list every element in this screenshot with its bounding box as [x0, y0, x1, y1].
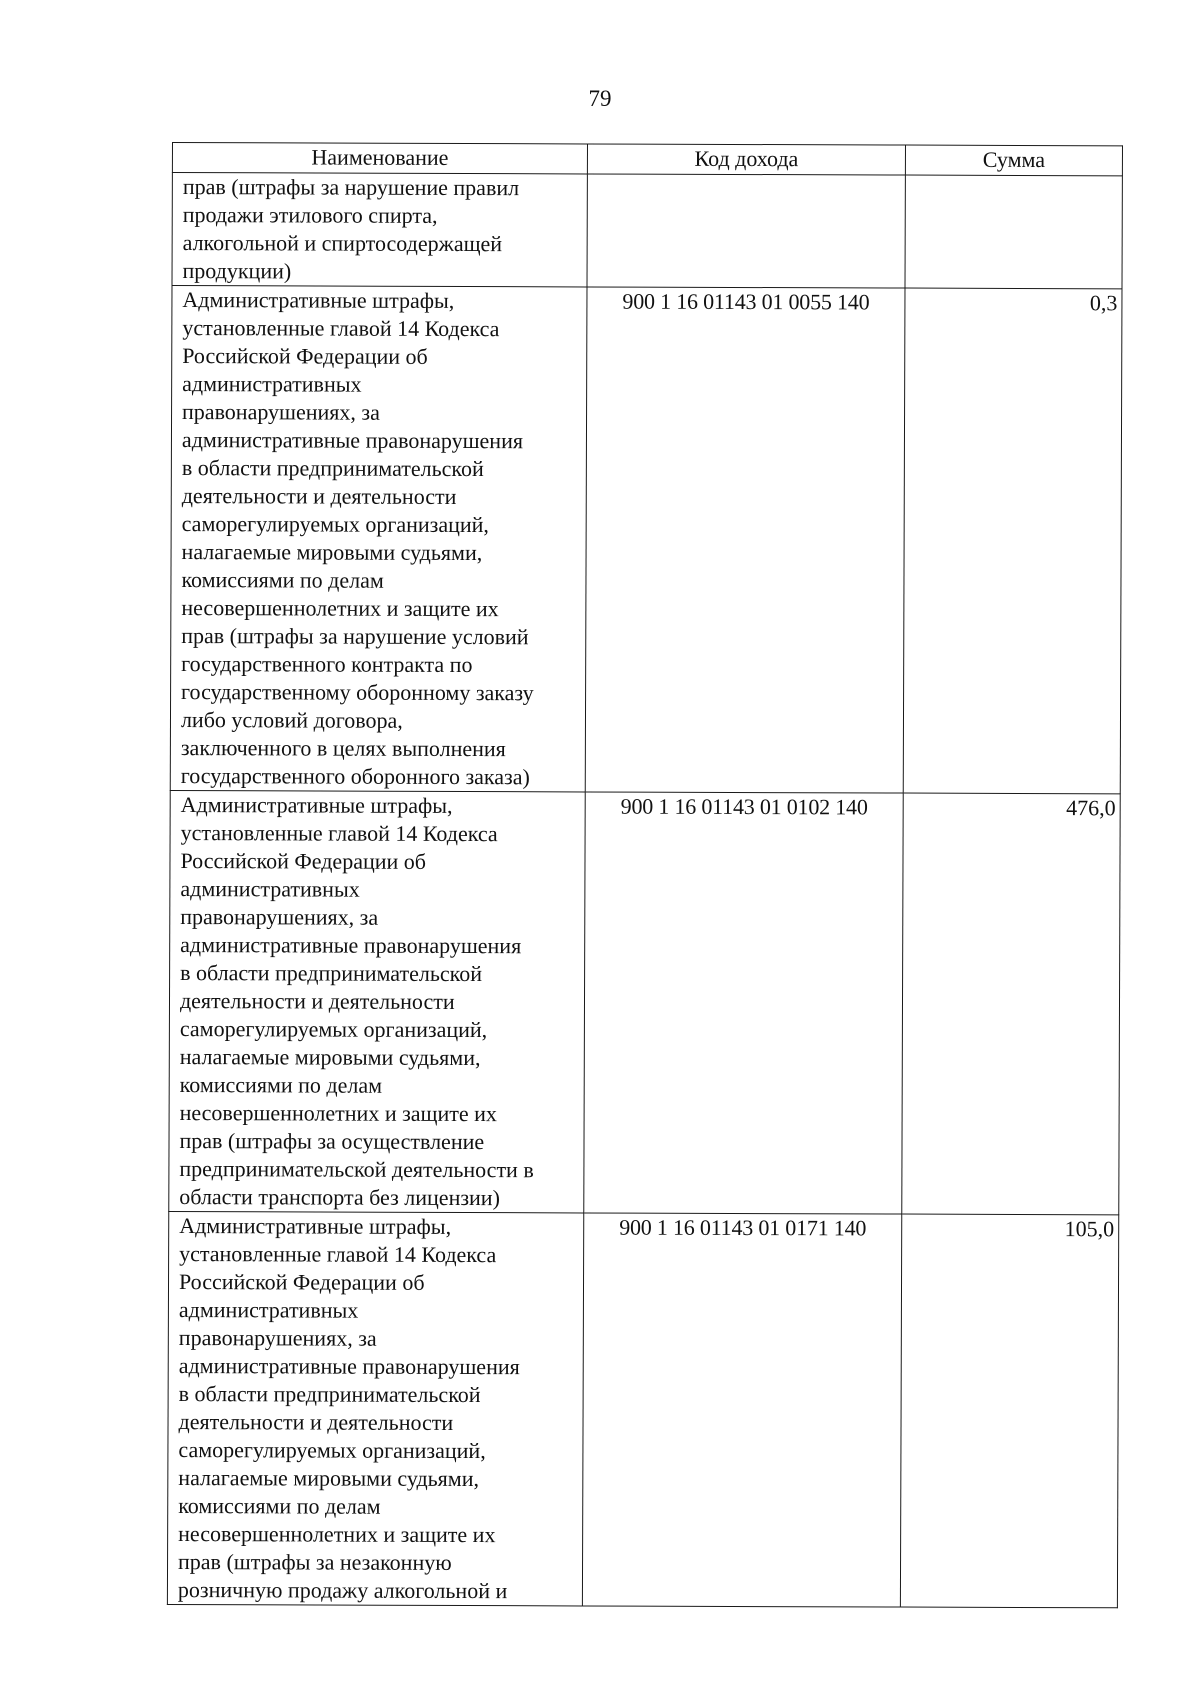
- name-line: правонарушениях, за: [178, 1325, 377, 1351]
- name-line: в области предпринимательской: [178, 1381, 481, 1408]
- cell-name: [169, 790, 585, 1212]
- name-line: налагаемые мировыми судьями,: [178, 1465, 480, 1492]
- name-line: административные правонарушения: [178, 1353, 520, 1380]
- name-line: государственного контракта по: [181, 651, 473, 678]
- cell-amount: 476,0: [902, 793, 1120, 1215]
- name-line: налагаемые мировыми судьями,: [181, 539, 483, 566]
- name-line: саморегулируемых организаций,: [179, 1016, 488, 1043]
- page-number: 79: [588, 86, 612, 111]
- name-line: прав (штрафы за нарушение правил: [182, 174, 520, 201]
- name-line: Российской Федерации об: [180, 848, 427, 874]
- name-line: прав (штрафы за нарушение условий: [181, 623, 529, 650]
- name-line: Российской Федерации об: [182, 343, 428, 369]
- revenue-table-container: [167, 142, 1122, 1608]
- table-body: [167, 173, 1122, 1608]
- cell-name: [170, 286, 587, 792]
- name-line: установленные главой 14 Кодекса: [182, 315, 500, 342]
- name-line: Российской Федерации об: [178, 1269, 425, 1295]
- cell-revenue-code: [587, 174, 905, 288]
- name-line: установленные главой 14 Кодекса: [179, 1241, 497, 1268]
- cell-revenue-code: 900 1 16 01143 01 0102 140: [584, 792, 903, 1214]
- name-line: деятельности и деятельности: [181, 483, 457, 509]
- name-line: административные правонарушения: [180, 932, 522, 959]
- name-line: установленные главой 14 Кодекса: [180, 820, 498, 847]
- table-row: [170, 286, 1122, 794]
- name-line: в области предпринимательской: [181, 455, 484, 482]
- table-header-row: [172, 143, 1122, 176]
- cell-amount: 105,0: [900, 1214, 1118, 1608]
- name-line: государственного оборонного заказа): [180, 763, 530, 790]
- name-line: административных: [182, 371, 362, 397]
- name-line: продукции): [182, 258, 292, 284]
- name-line: несовершеннолетних и защите их: [179, 1100, 497, 1127]
- name-line: налагаемые мировыми судьями,: [179, 1044, 481, 1071]
- name-line: правонарушениях, за: [182, 399, 380, 425]
- revenue-table: [167, 142, 1123, 1608]
- name-line: заключенного в целях выполнения: [180, 735, 506, 762]
- cell-revenue-code: 900 1 16 01143 01 0171 140: [582, 1213, 901, 1607]
- cell-name: [167, 1211, 583, 1605]
- name-line: Административные штрафы,: [182, 287, 455, 313]
- name-line: алкогольной и спиртосодержащей: [182, 230, 503, 257]
- cell-revenue-code: 900 1 16 01143 01 0055 140: [585, 287, 905, 793]
- column-header-name: Наименование: [172, 143, 587, 174]
- name-line: области транспорта без лицензии): [179, 1184, 500, 1211]
- table-row: [169, 790, 1120, 1214]
- cell-amount: [905, 175, 1122, 289]
- column-header-code: Код дохода: [587, 144, 905, 175]
- name-line: административных: [180, 876, 360, 902]
- cell-name: [172, 173, 587, 287]
- name-line: продажи этилового спирта,: [182, 202, 438, 228]
- name-line: комиссиями по делам: [179, 1072, 383, 1098]
- name-line: несовершеннолетних и защите их: [178, 1521, 496, 1548]
- name-line: деятельности и деятельности: [178, 1409, 454, 1435]
- name-line: саморегулируемых организаций,: [181, 511, 490, 538]
- name-line: саморегулируемых организаций,: [178, 1437, 486, 1464]
- name-line: предпринимательской деятельности в: [179, 1156, 534, 1183]
- name-line: Административные штрафы,: [180, 792, 453, 818]
- name-line: розничную продажу алкогольной и: [177, 1577, 508, 1604]
- name-line: государственному оборонному заказу: [181, 679, 534, 706]
- name-line: несовершеннолетних и защите их: [181, 595, 499, 622]
- name-line: в области предпринимательской: [180, 960, 483, 987]
- name-line: административных: [178, 1297, 359, 1323]
- name-line: деятельности и деятельности: [179, 988, 455, 1014]
- table-row: [172, 173, 1122, 289]
- column-header-sum: Сумма: [905, 145, 1122, 176]
- name-line: комиссиями по делам: [178, 1493, 381, 1519]
- name-line: комиссиями по делам: [181, 567, 384, 593]
- name-line: правонарушениях, за: [180, 904, 379, 930]
- name-line: административные правонарушения: [181, 427, 524, 454]
- name-line: Административные штрафы,: [179, 1213, 452, 1239]
- name-line: прав (штрафы за осуществление: [179, 1128, 485, 1155]
- name-line: прав (штрафы за незаконную: [178, 1549, 452, 1575]
- name-line: либо условий договора,: [180, 707, 403, 733]
- table-row: [167, 1211, 1118, 1607]
- cell-amount: 0,3: [903, 288, 1122, 794]
